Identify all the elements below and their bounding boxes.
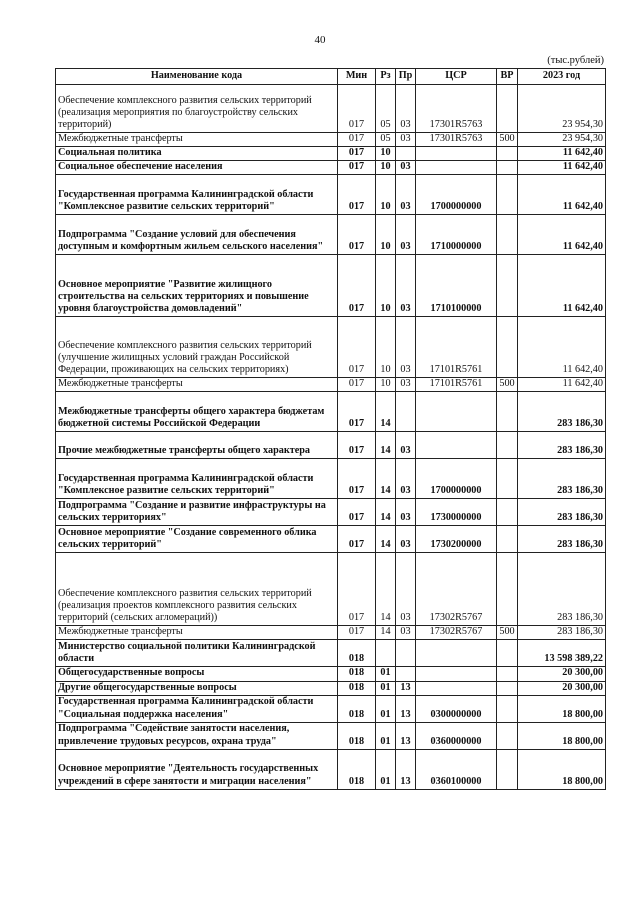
- cell-pr: 03: [396, 499, 416, 526]
- table-row: [56, 215, 606, 255]
- cell-csr: 1710100000: [416, 255, 497, 317]
- cell-csr: [416, 667, 497, 681]
- table-row: [56, 378, 606, 392]
- cell-name: Министерство социальной политики Калининградской области: [56, 640, 338, 667]
- cell-vr: [497, 553, 518, 626]
- cell-pr: 03: [396, 133, 416, 147]
- cell-min: 017: [338, 133, 376, 147]
- cell-pr: 03: [396, 626, 416, 640]
- table-row: [56, 640, 606, 667]
- cell-name: Обеспечение комплексного развития сельских территорий (реализация проектов комплексного развития сельских территорий (сельских агломераций)): [56, 553, 338, 626]
- cell-pr: 03: [396, 459, 416, 499]
- cell-csr: [416, 147, 497, 161]
- cell-amount: 283 186,30: [518, 432, 606, 459]
- cell-rz: 14: [376, 499, 396, 526]
- cell-min: 017: [338, 526, 376, 553]
- cell-pr: 03: [396, 175, 416, 215]
- cell-vr: 500: [497, 378, 518, 392]
- cell-csr: [416, 392, 497, 432]
- cell-vr: [497, 215, 518, 255]
- cell-name: Межбюджетные трансферты: [56, 626, 338, 640]
- cell-name: Государственная программа Калининградской области "Комплексное развитие сельских территорий": [56, 459, 338, 499]
- cell-amount: 283 186,30: [518, 626, 606, 640]
- cell-pr: 03: [396, 378, 416, 392]
- cell-amount: 11 642,40: [518, 255, 606, 317]
- cell-rz: 10: [376, 255, 396, 317]
- cell-pr: 03: [396, 255, 416, 317]
- cell-min: 018: [338, 640, 376, 667]
- cell-vr: [497, 392, 518, 432]
- table-row: [56, 175, 606, 215]
- cell-amount: 20 300,00: [518, 667, 606, 681]
- cell-rz: 05: [376, 85, 396, 133]
- header-vr: ВР: [497, 69, 518, 85]
- cell-rz: 01: [376, 749, 396, 789]
- table-row: [56, 85, 606, 133]
- cell-csr: 17101R5761: [416, 317, 497, 378]
- table-row: [56, 626, 606, 640]
- table-row: [56, 499, 606, 526]
- cell-amount: 11 642,40: [518, 147, 606, 161]
- cell-csr: 17301R5763: [416, 133, 497, 147]
- table-row: [56, 667, 606, 681]
- cell-pr: 13: [396, 681, 416, 695]
- cell-csr: [416, 640, 497, 667]
- table-row: [56, 695, 606, 722]
- table-row: [56, 432, 606, 459]
- cell-name: Общегосударственные вопросы: [56, 667, 338, 681]
- cell-name: Подпрограмма "Создание и развитие инфраструктуры на сельских территориях": [56, 499, 338, 526]
- cell-vr: [497, 722, 518, 749]
- cell-vr: [497, 667, 518, 681]
- table-row: [56, 317, 606, 378]
- cell-name: Межбюджетные трансферты: [56, 378, 338, 392]
- cell-pr: [396, 667, 416, 681]
- cell-csr: 1700000000: [416, 459, 497, 499]
- cell-vr: [497, 255, 518, 317]
- cell-amount: 18 800,00: [518, 722, 606, 749]
- cell-amount: 11 642,40: [518, 378, 606, 392]
- cell-amount: 23 954,30: [518, 85, 606, 133]
- cell-csr: 17101R5761: [416, 378, 497, 392]
- table-header-row: [56, 69, 606, 85]
- cell-min: 017: [338, 175, 376, 215]
- cell-pr: 03: [396, 526, 416, 553]
- cell-rz: 05: [376, 133, 396, 147]
- cell-min: 017: [338, 215, 376, 255]
- cell-rz: 01: [376, 695, 396, 722]
- cell-csr: 0360100000: [416, 749, 497, 789]
- header-name: Наименование кода: [56, 69, 338, 85]
- cell-min: 017: [338, 553, 376, 626]
- cell-name: Социальное обеспечение населения: [56, 161, 338, 175]
- cell-rz: 01: [376, 681, 396, 695]
- header-min: Мин: [338, 69, 376, 85]
- budget-table: [55, 68, 606, 790]
- cell-min: 017: [338, 392, 376, 432]
- cell-amount: 283 186,30: [518, 392, 606, 432]
- cell-pr: 03: [396, 317, 416, 378]
- cell-amount: 11 642,40: [518, 215, 606, 255]
- cell-amount: 283 186,30: [518, 459, 606, 499]
- unit-note: (тыс.рублей): [547, 55, 604, 66]
- cell-pr: 03: [396, 161, 416, 175]
- cell-rz: 14: [376, 432, 396, 459]
- cell-min: 018: [338, 681, 376, 695]
- cell-rz: 10: [376, 378, 396, 392]
- table-row: [56, 749, 606, 789]
- cell-amount: 283 186,30: [518, 499, 606, 526]
- table-row: [56, 147, 606, 161]
- cell-vr: [497, 175, 518, 215]
- cell-min: 017: [338, 317, 376, 378]
- cell-vr: [497, 681, 518, 695]
- cell-csr: 17302R5767: [416, 626, 497, 640]
- table-row: [56, 161, 606, 175]
- header-rz: Рз: [376, 69, 396, 85]
- cell-vr: [497, 161, 518, 175]
- cell-rz: 10: [376, 317, 396, 378]
- cell-name: Обеспечение комплексного развития сельских территорий (реализация мероприятия по благоустройству сельских территорий): [56, 85, 338, 133]
- cell-rz: 10: [376, 147, 396, 161]
- cell-name: Подпрограмма "Создание условий для обеспечения доступным и комфортным жильем сельского населения": [56, 215, 338, 255]
- cell-amount: 20 300,00: [518, 681, 606, 695]
- cell-name: Основное мероприятие "Создание современного облика сельских территорий": [56, 526, 338, 553]
- cell-pr: 13: [396, 749, 416, 789]
- cell-rz: 01: [376, 722, 396, 749]
- cell-pr: 03: [396, 215, 416, 255]
- cell-min: 017: [338, 499, 376, 526]
- table-row: [56, 255, 606, 317]
- cell-csr: 1700000000: [416, 175, 497, 215]
- table-row: [56, 681, 606, 695]
- cell-amount: 11 642,40: [518, 161, 606, 175]
- cell-name: Межбюджетные трансферты: [56, 133, 338, 147]
- cell-min: 017: [338, 432, 376, 459]
- cell-name: Другие общегосударственные вопросы: [56, 681, 338, 695]
- cell-pr: [396, 392, 416, 432]
- cell-name: Социальная политика: [56, 147, 338, 161]
- cell-min: 017: [338, 161, 376, 175]
- cell-amount: 283 186,30: [518, 526, 606, 553]
- cell-rz: [376, 640, 396, 667]
- cell-amount: 283 186,30: [518, 553, 606, 626]
- cell-vr: [497, 459, 518, 499]
- cell-name: Основное мероприятие "Деятельность государственных учреждений в сфере занятости и миграции населения": [56, 749, 338, 789]
- cell-min: 018: [338, 667, 376, 681]
- cell-csr: 1710000000: [416, 215, 497, 255]
- cell-name: Основное мероприятие "Развитие жилищного строительства на сельских территориях и повышение уровня благоустройства домовладений": [56, 255, 338, 317]
- cell-pr: 13: [396, 722, 416, 749]
- cell-vr: [497, 526, 518, 553]
- cell-pr: [396, 640, 416, 667]
- header-year: 2023 год: [518, 69, 606, 85]
- cell-name: Прочие межбюджетные трансферты общего характера: [56, 432, 338, 459]
- cell-csr: 0360000000: [416, 722, 497, 749]
- cell-vr: [497, 147, 518, 161]
- cell-vr: [497, 432, 518, 459]
- cell-rz: 01: [376, 667, 396, 681]
- table-row: [56, 459, 606, 499]
- cell-min: 017: [338, 378, 376, 392]
- cell-rz: 14: [376, 459, 396, 499]
- cell-name: Межбюджетные трансферты общего характера бюджетам бюджетной системы Российской Федерации: [56, 392, 338, 432]
- cell-amount: 18 800,00: [518, 695, 606, 722]
- cell-amount: 18 800,00: [518, 749, 606, 789]
- cell-min: 017: [338, 459, 376, 499]
- cell-rz: 10: [376, 161, 396, 175]
- cell-amount: 11 642,40: [518, 317, 606, 378]
- cell-pr: 13: [396, 695, 416, 722]
- cell-pr: 03: [396, 432, 416, 459]
- cell-rz: 14: [376, 526, 396, 553]
- cell-csr: 1730000000: [416, 499, 497, 526]
- cell-csr: 1730200000: [416, 526, 497, 553]
- cell-pr: 03: [396, 553, 416, 626]
- cell-csr: 0300000000: [416, 695, 497, 722]
- cell-vr: [497, 749, 518, 789]
- cell-rz: 14: [376, 553, 396, 626]
- cell-csr: 17302R5767: [416, 553, 497, 626]
- cell-vr: 500: [497, 133, 518, 147]
- cell-csr: [416, 681, 497, 695]
- page-number: 40: [314, 34, 326, 46]
- cell-name: Государственная программа Калининградской области "Социальная поддержка населения": [56, 695, 338, 722]
- cell-rz: 14: [376, 626, 396, 640]
- cell-min: 017: [338, 147, 376, 161]
- cell-vr: [497, 695, 518, 722]
- cell-amount: 11 642,40: [518, 175, 606, 215]
- table-row: [56, 553, 606, 626]
- cell-rz: 14: [376, 392, 396, 432]
- cell-vr: [497, 499, 518, 526]
- cell-min: 018: [338, 749, 376, 789]
- cell-vr: [497, 640, 518, 667]
- header-csr: ЦСР: [416, 69, 497, 85]
- cell-csr: [416, 432, 497, 459]
- cell-pr: [396, 147, 416, 161]
- table-row: [56, 392, 606, 432]
- cell-rz: 10: [376, 175, 396, 215]
- cell-min: 018: [338, 722, 376, 749]
- cell-min: 017: [338, 85, 376, 133]
- header-pr: Пр: [396, 69, 416, 85]
- cell-name: Обеспечение комплексного развития сельских территорий (улучшение жилищных условий граждан Российской Федерации, проживающих на сельских территориях): [56, 317, 338, 378]
- table-row: [56, 526, 606, 553]
- cell-name: Государственная программа Калининградской области "Комплексное развитие сельских территорий": [56, 175, 338, 215]
- cell-min: 018: [338, 695, 376, 722]
- cell-csr: [416, 161, 497, 175]
- cell-rz: 10: [376, 215, 396, 255]
- cell-min: 017: [338, 626, 376, 640]
- cell-name: Подпрограмма "Содействие занятости населения, привлечение трудовых ресурсов, охрана труда": [56, 722, 338, 749]
- table-row: [56, 722, 606, 749]
- cell-csr: 17301R5763: [416, 85, 497, 133]
- cell-amount: 13 598 389,22: [518, 640, 606, 667]
- cell-pr: 03: [396, 85, 416, 133]
- cell-vr: 500: [497, 626, 518, 640]
- cell-amount: 23 954,30: [518, 133, 606, 147]
- cell-vr: [497, 85, 518, 133]
- cell-vr: [497, 317, 518, 378]
- table-row: [56, 133, 606, 147]
- cell-min: 017: [338, 255, 376, 317]
